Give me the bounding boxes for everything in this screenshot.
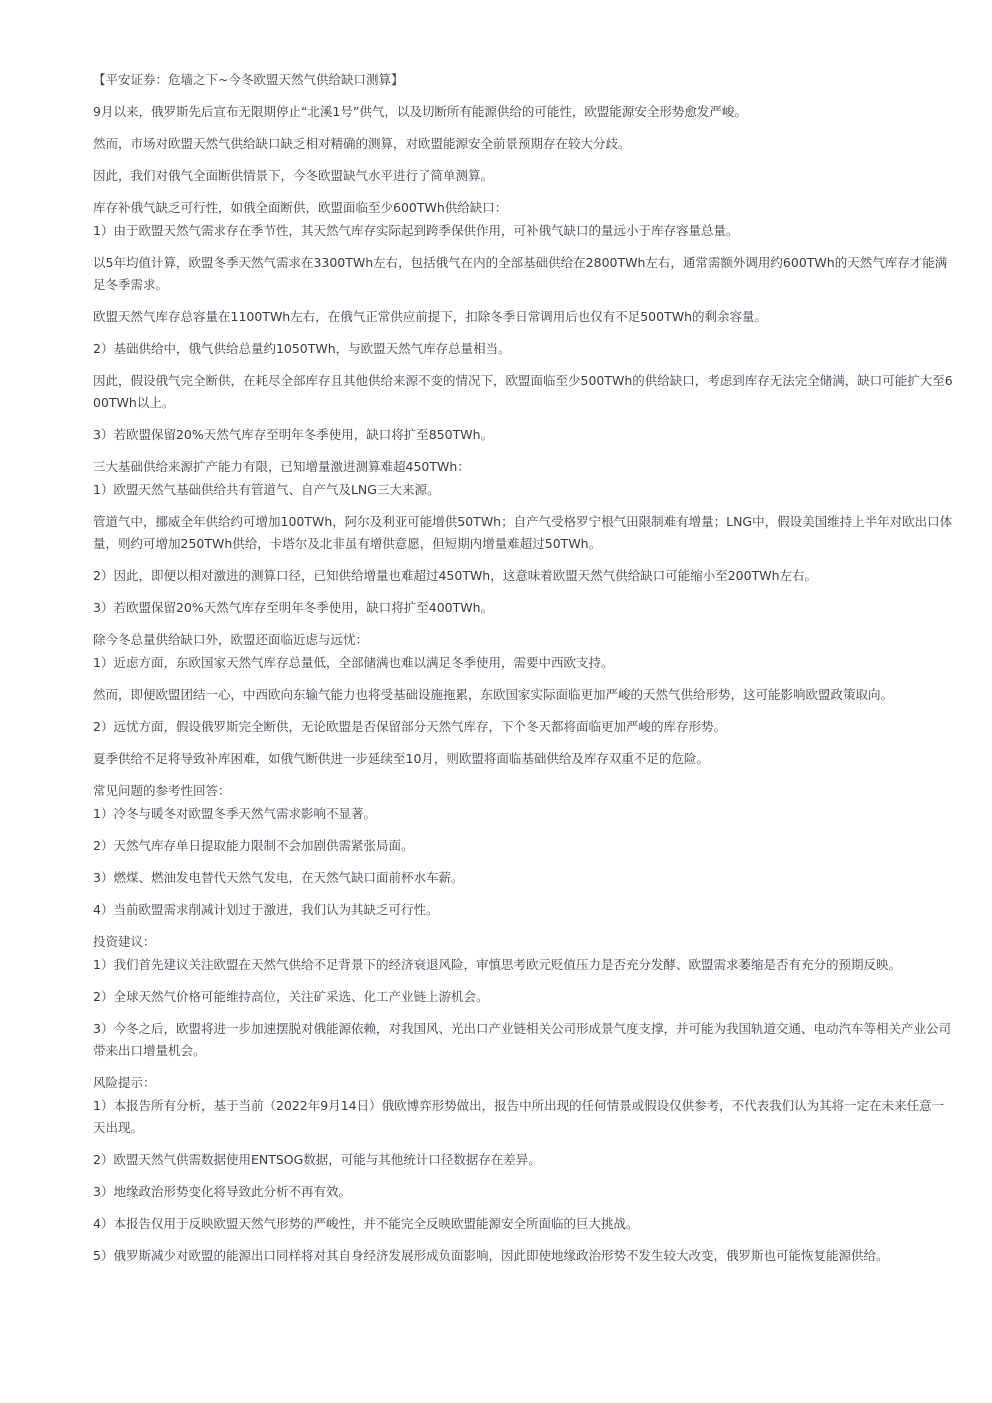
paragraph: 2）基础供给中，俄气供给总量约1050TWh，与欧盟天然气库存总量相当。: [93, 341, 511, 356]
paragraph: 3）今冬之后，欧盟将进一步加速摆脱对俄能源依赖，对我国风、光出口产业链相关公司形成景气度支撑，并可能为我国轨道交通、电动汽车等相关产业公司带来出口增量机会。: [93, 1021, 951, 1058]
paragraph: 3）若欧盟保留20%天然气库存至明年冬季使用，缺口将扩至850TWh。: [93, 427, 494, 442]
paragraph: 然而，即便欧盟团结一心，中西欧向东输气能力也将受基础设施拖累，东欧国家实际面临更加严峻的天然气供给形势，这可能影响欧盟政策取向。: [93, 687, 894, 702]
paragraph: 4）本报告仅用于反映欧盟天然气形势的严峻性，并不能完全反映欧盟能源安全所面临的巨大挑战。: [93, 1216, 639, 1231]
paragraph: 2）远忧方面，假设俄罗斯完全断供，无论欧盟是否保留部分天然气库存，下个冬天都将面临更加严峻的库存形势。: [93, 719, 726, 734]
paragraph: 以5年均值计算，欧盟冬季天然气需求在3300TWh左右，包括俄气在内的全部基础供给在2800TWh左右，通常需额外调用约600TWh的天然气库存才能满足冬季需求。: [93, 255, 948, 292]
document-body: [93, 69, 953, 1277]
paragraph: 1）我们首先建议关注欧盟在天然气供给不足背景下的经济衰退风险，审慎思考欧元贬值压力是否充分发酵、欧盟需求萎缩是否有充分的预期反映。: [93, 957, 901, 972]
paragraph: 管道气中，挪威全年供给约可增加100TWh，阿尔及利亚可能增供50TWh；自产气受格罗宁根气田限制难有增量；LNG中，假设美国维持上半年对欧出口体量，则约可增加250TWh供给，卡塔尔及北非虽有增供意愿，但短期内增量难超过50TWh。: [93, 514, 953, 551]
paragraph: 5）俄罗斯减少对欧盟的能源出口同样将对其自身经济发展形成负面影响，因此即使地缘政治形势不发生较大改变，俄罗斯也可能恢复能源供给。: [93, 1248, 889, 1263]
paragraph: 投资建议：: [93, 934, 156, 949]
paragraph: 因此，假设俄气完全断供，在耗尽全部库存且其他供给来源不变的情况下，欧盟面临至少500TWh的供给缺口，考虑到库存无法完全储满，缺口可能扩大至600TWh以上。: [93, 373, 953, 410]
paragraph: 然而，市场对欧盟天然气供给缺口缺乏相对精确的测算，对欧盟能源安全前景预期存在较大分歧。: [93, 136, 631, 151]
paragraph: 1）欧盟天然气基础供给共有管道气、自产气及LNG三大来源。: [93, 482, 440, 497]
paragraph: 2）全球天然气价格可能维持高位，关注矿采选、化工产业链上游机会。: [93, 989, 489, 1004]
paragraph: 因此，我们对俄气全面断供情景下，今冬欧盟缺气水平进行了简单测算。: [93, 168, 494, 183]
paragraph: 3）若欧盟保留20%天然气库存至明年冬季使用，缺口将扩至400TWh。: [93, 600, 494, 615]
paragraph: 1）冷冬与暖冬对欧盟冬季天然气需求影响不显著。: [93, 806, 376, 821]
paragraph: 库存补俄气缺乏可行性，如俄全面断供，欧盟面临至少600TWh供给缺口：: [93, 200, 508, 215]
paragraph: 风险提示：: [93, 1075, 156, 1090]
paragraph: 9月以来，俄罗斯先后宣布无限期停止“北溪1号”供气，以及切断所有能源供给的可能性，欧盟能源安全形势愈发严峻。: [93, 104, 747, 119]
paragraph: 2）因此，即便以相对激进的测算口径，已知供给增量也难超过450TWh，这意味着欧盟天然气供给缺口可能缩小至200TWh左右。: [93, 568, 818, 583]
paragraph: 4）当前欧盟需求削减计划过于激进，我们认为其缺乏可行性。: [93, 902, 439, 917]
paragraph: 2）欧盟天然气供需数据使用ENTSOG数据，可能与其他统计口径数据存在差异。: [93, 1152, 541, 1167]
paragraph: 1）本报告所有分析，基于当前（2022年9月14日）俄欧博弈形势做出，报告中所出现的任何情景或假设仅供参考，不代表我们认为其将一定在未来任意一天出现。: [93, 1098, 945, 1135]
paragraph: 欧盟天然气库存总容量在1100TWh左右，在俄气正常供应前提下，扣除冬季日常调用后也仅有不足500TWh的剩余容量。: [93, 309, 768, 324]
paragraph: 夏季供给不足将导致补库困难，如俄气断供进一步延续至10月，则欧盟将面临基础供给及库存双重不足的危险。: [93, 751, 709, 766]
document-title: 【平安证券：危墙之下~今冬欧盟天然气供给缺口测算】: [93, 72, 404, 87]
paragraph: 除今冬总量供给缺口外，欧盟还面临近虑与远忧：: [93, 632, 369, 647]
paragraph: 三大基础供给来源扩产能力有限，已知增量激进测算难超450TWh：: [93, 459, 470, 474]
paragraph: 2）天然气库存单日提取能力限制不会加剧供需紧张局面。: [93, 838, 414, 853]
paragraph: 常见问题的参考性回答：: [93, 783, 231, 798]
paragraph: 3）燃煤、燃油发电替代天然气发电，在天然气缺口面前杯水车薪。: [93, 870, 464, 885]
paragraph: 1）由于欧盟天然气需求存在季节性，其天然气库存实际起到跨季保供作用，可补俄气缺口的量远小于库存容量总量。: [93, 223, 739, 238]
paragraph: 1）近虑方面，东欧国家天然气库存总量低，全部储满也难以满足冬季使用，需要中西欧支持。: [93, 655, 614, 670]
paragraph: 3）地缘政治形势变化将导致此分析不再有效。: [93, 1184, 351, 1199]
